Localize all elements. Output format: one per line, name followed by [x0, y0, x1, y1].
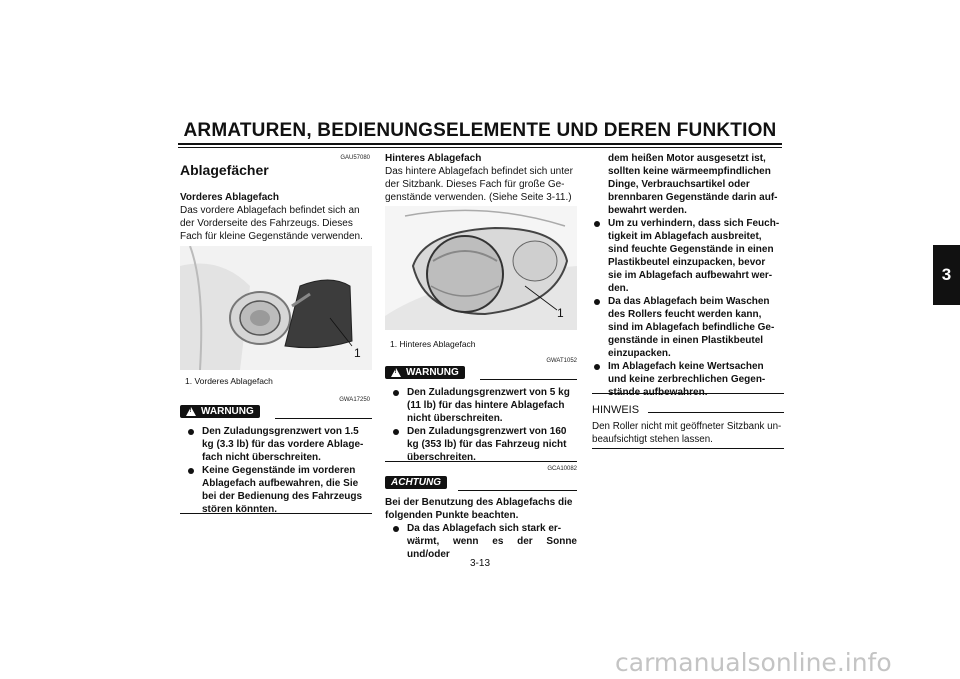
header-rule-thin [178, 147, 782, 148]
middle-caution-code: GCA10082 [547, 466, 577, 472]
list-item: Da das Ablagefach sich stark er- wärmt, wenn es der Sonne und/oder [391, 522, 577, 561]
caution-badge: ACHTUNG [385, 476, 447, 489]
page-header-title: ARMATUREN, BEDIENUNGSELEMENTE UND DEREN FUNKTION [183, 120, 777, 141]
warning-triangle-icon [391, 368, 401, 377]
page-number: 3-13 [469, 558, 490, 569]
caution-end-rule [592, 393, 784, 394]
warning-triangle-icon [186, 407, 196, 416]
middle-subheading: Hinteres Ablagefach [385, 153, 482, 164]
front-figure-caption: 1. Vorderes Ablagefach [185, 376, 273, 386]
front-storage-illustration [180, 246, 372, 370]
left-warning-list [186, 425, 372, 516]
list-item: Den Zuladungsgrenzwert von 1.5 kg (3.3 lb) für das vordere Ablage- fach nicht überschreiten. [186, 425, 372, 464]
right-caution-list [592, 152, 784, 399]
note-text: Den Roller nicht mit geöffneter Sitzbank un- beaufsichtigt stehen lassen. [592, 421, 782, 445]
list-item: Den Zuladungsgrenzwert von 5 kg (11 lb) für das hintere Ablagefach nicht überschreiten. [391, 386, 577, 425]
rear-figure-label: 1 [557, 306, 564, 320]
rear-storage-illustration [385, 206, 577, 330]
watermark: carmanualsonline.info [615, 648, 892, 677]
left-warning-rule [275, 418, 372, 419]
rear-figure-caption: 1. Hinteres Ablagefach [390, 339, 476, 349]
caution-continued: dem heißen Motor ausgesetzt ist, sollten keine wärmeempfindlichen Dinge, Verbrauchsartikel oder brennbaren Gegenstände darin auf- bewahrt werden. [608, 153, 778, 216]
middle-warning-code: GWAT1052 [546, 358, 577, 364]
note-label: HINWEIS [592, 404, 640, 416]
chapter-tab: 3 [933, 245, 960, 305]
left-section-code: GAU57080 [340, 155, 370, 161]
middle-warning-end-rule [385, 461, 577, 462]
list-item: Da das Ablagefach beim Waschen des Rollers feucht werden kann, sind im Ablagefach befindliche Ge- genstände in einen Plastikbeutel einzupacken. [592, 295, 784, 360]
middle-warning-badge: ! WARNUNG [385, 366, 465, 379]
list-item: Im Ablagefach keine Wertsachen und keine zerbrechlichen Gegen- stände aufbewahren. [592, 360, 784, 399]
left-warning-badge: ! WARNUNG [180, 405, 260, 418]
caution-list-start [391, 522, 577, 561]
middle-warning-rule [480, 379, 577, 380]
list-item: Den Zuladungsgrenzwert von 160 kg (353 lb) für das Fahrzeug nicht überschreiten. [391, 425, 577, 464]
rear-storage-photo [385, 206, 577, 330]
caution-intro: Bei der Benutzung des Ablagefachs die folgenden Punkte beachten. [385, 497, 573, 521]
middle-warning-list [391, 386, 577, 464]
caution-rule [458, 490, 577, 491]
list-item: Um zu verhindern, dass sich Feuch- tigkeit im Ablagefach ausbreitet, sind feuchte Gegenstände in einen Plastikbeutel einzupacken, bevor sie im Ablagefach aufbewahrt wer- den. [592, 217, 784, 295]
left-paragraph: Das vordere Ablagefach befindet sich an der Vorderseite des Fahrzeugs. Dieses Fach für kleine Gegenstände verwenden. [180, 205, 363, 242]
note-end-rule [592, 448, 784, 449]
note-rule [648, 412, 784, 413]
front-figure-label: 1 [354, 346, 361, 360]
left-subheading: Vorderes Ablagefach [180, 192, 279, 203]
front-storage-photo [180, 246, 372, 370]
list-item: Keine Gegenstände im vorderen Ablagefach aufbewahren, die Sie bei der Bedienung des Fahrzeugs stören könnten. [186, 464, 372, 516]
section-title: Ablagefächer [180, 162, 269, 178]
header-rule [178, 143, 782, 145]
left-warning-code: GWA17250 [339, 397, 370, 403]
middle-paragraph: Das hintere Ablagefach befindet sich unter der Sitzbank. Dieses Fach für große Ge- genstände verwenden. (Siehe Seite 3-11.) [385, 166, 573, 203]
left-warning-end-rule [180, 513, 372, 514]
